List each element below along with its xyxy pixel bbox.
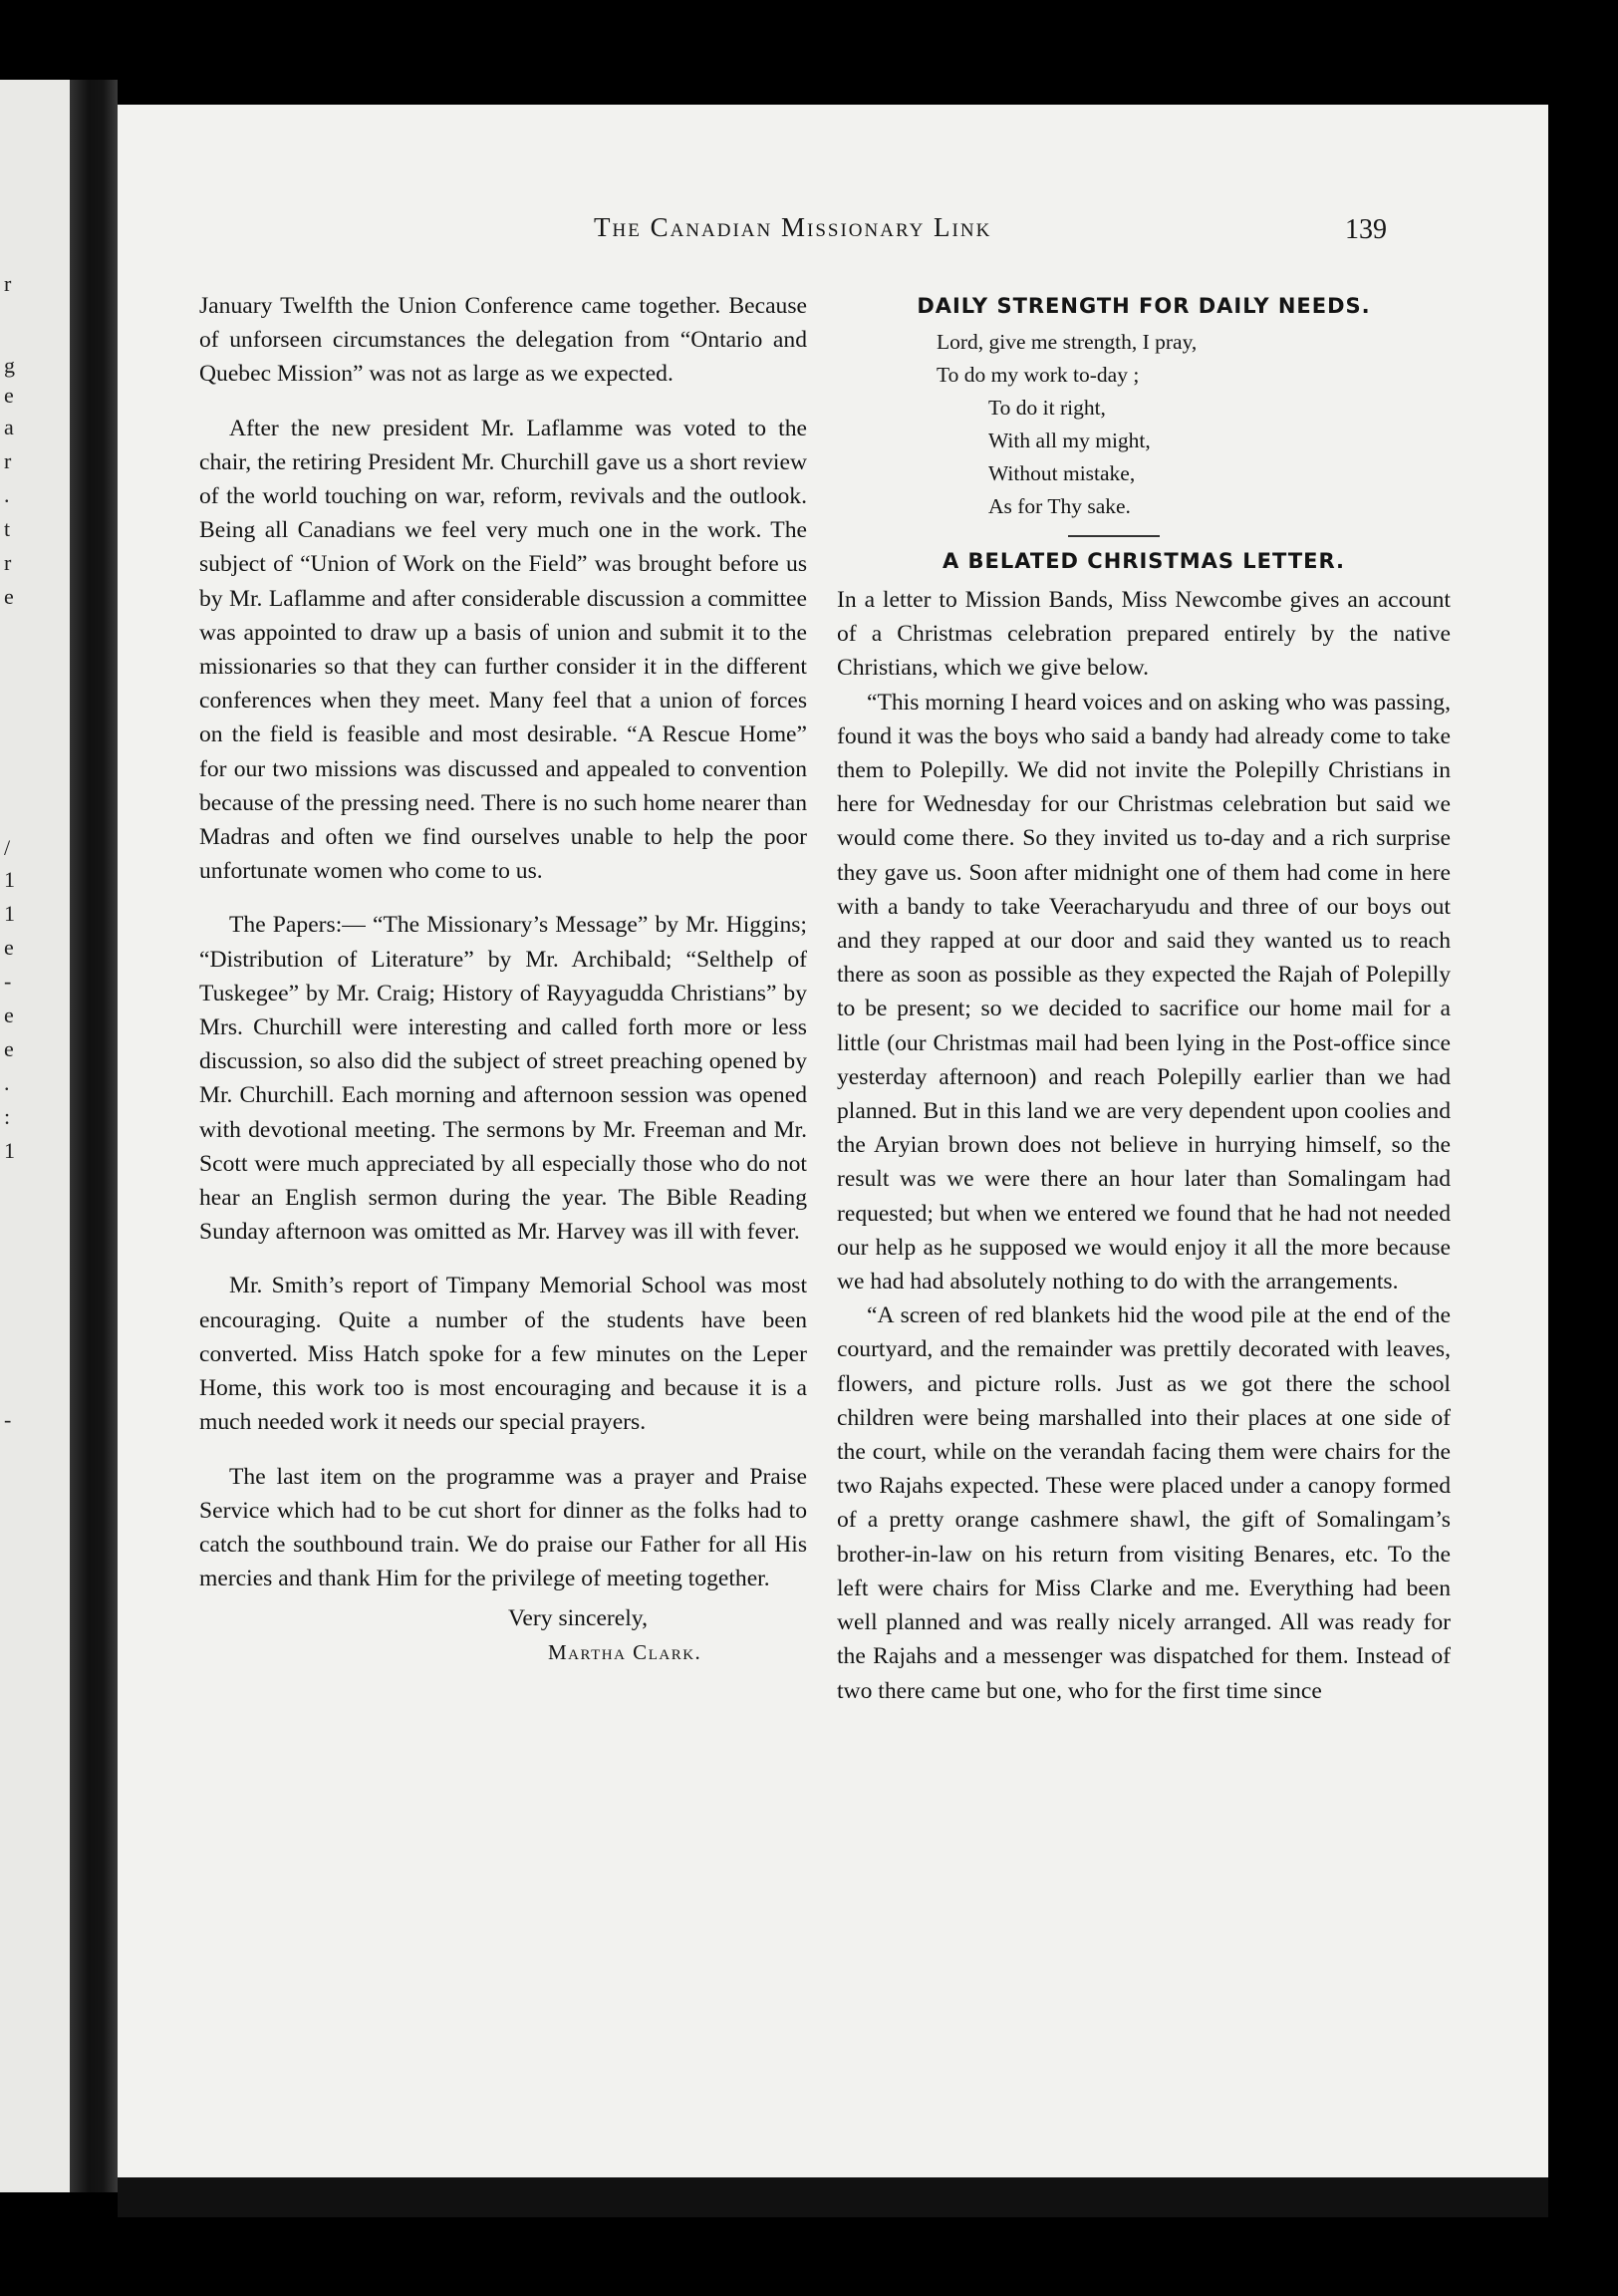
right-column [837,294,1451,1708]
section-divider [1068,535,1160,537]
paragraph: “This morning I heard voices and on asking who was passing, found it was the boys who said a bandy had already come to take them to Polepilly. We did not invite the Polepilly Christians in here for Wednesday for our Christmas celebration but said we would come there. So they invited us to-day and a rich surprise they gave us. Soon after midnight one of them had come in here with a bandy to take Veeracharyudu and three of our boys out and they rapped at our door and said they wanted us to reach there as soon as possible as they expected the Rajah of Polepilly to be present; so we decided to sacrifice our home mail for a little (our Christmas mail had been lying in the Post-office since yesterday afternoon) and reach Polepilly earlier than we had planned. But in this land we are very dependent upon coolies and the Aryian brown does not believe in hurrying himself, so the result was we were there an hour later than Somalingam had requested; but when we entered we found that he had not needed our help as he supposed we would enjoy it all the more because we had had absolutely nothing to do with the arrangements. [837,689,1451,1295]
paragraph: January Twelfth the Union Conference came together. Because of unforseen circumstances the delegation from “Ontario and Quebec Mission” was not as large as we expected. [199,293,807,388]
poem-line: To do it right, [988,396,1106,420]
page-number: 139 [1345,214,1387,245]
signature: Martha Clark. [548,1640,702,1665]
page [118,105,1548,2177]
fragment-char: . [4,1070,10,1095]
fragment-char: : [4,1104,11,1129]
fragment-char: r [4,448,12,473]
fragment-char: - [4,1407,12,1432]
fragment-char: t [4,516,11,541]
fragment-char: e [4,383,14,408]
paragraph: “A screen of red blankets hid the wood pile at the end of the courtyard, and the remainder was prettily decorated with leaves, flowers, and picture rolls. Just as we got there the school children were being marshalled into their places at one side of the court, while on the verandah facing them were chairs for the two Rajahs expected. These were placed under a canopy formed of a pretty orange cashmere shawl, the gift of Somalingam’s brother-in-law on his return from visiting Benares, etc. To the left were chairs for Miss Clarke and me. Everything had been well planned and was really nicely arranged. All was ready for the Rajahs and a messenger was dispatched for them. Instead of two there came but one, who for the first time since [837,1302,1451,1704]
paragraph: The Papers:— “The Missionary’s Message” by Mr. Higgins; “Distribution of Literature” by Mr. Archibald; “Selthelp of Tuskegee” by Mr. Craig; History of Rayyagudda Christians” by Mrs. Churchill were interesting and called forth more or less discussion, so also did the subject of street preaching opened by Mr. Churchill. Each morning and afternoon session was opened with devotional meeting. The sermons by Mr. Freeman and Mr. Scott were much appreciated by all especially those who do not hear an English sermon during the year. The Bible Reading Sunday afternoon was omitted as Mr. Harvey was ill with fever. [199,912,807,1246]
fragment-char: e [4,935,14,960]
scan-border [118,2177,1548,2217]
left-column [199,289,807,1669]
closing: Very sincerely, [508,1605,648,1632]
running-title: The Canadian Missionary Link [594,212,992,242]
fragment-char: 1 [4,867,15,892]
fragment-char: e [4,1036,14,1061]
fragment-char: r [4,550,12,575]
poem [937,326,1451,523]
fragment-char: r [4,271,12,296]
article-title: A BELATED CHRISTMAS LETTER. [942,549,1346,573]
poem-line: To do my work to-day ; [937,363,1140,387]
fragment-char: / [4,835,11,860]
paragraph: Mr. Smith’s report of Timpany Memorial School was most encouraging. Quite a number of the students have been converted. Miss Hatch spoke for a few minutes on the Leper Home, this work too is most encouraging and because it is a much needed work it needs our special prayers. [199,1273,807,1436]
fragment-char: - [4,969,12,994]
fragment-char: 1 [4,901,15,926]
fragment-char: e [4,1003,14,1027]
fragment-char: a [4,415,14,439]
poem-line: Lord, give me strength, I pray, [937,330,1198,354]
poem-line: As for Thy sake. [988,494,1131,518]
book-gutter [70,80,118,2192]
fragment-char: . [4,482,10,507]
fragment-char: 1 [4,1138,15,1163]
fragment-char: g [4,353,15,378]
fragment-char: e [4,584,14,609]
paragraph: After the new president Mr. Laflamme was voted to the chair, the retiring President Mr. Churchill gave us a short review of the world touching on war, reform, revivals and the outlook. Being all Canadians we feel very much one in the work. The subject of “Union of Work on the Field” was brought before us by Mr. Laflamme and after considerable discussion a committee was appointed to draw up a basis of union and submit it to the missionaries so that they can further consider it in the different conferences when they meet. Many feel that a union of forces on the field is feasible and most desirable. “A Rescue Home” for our two missions was discussed and appealed to convention because of the pressing need. There is no such home nearer than Madras and often we find ourselves unable to help the poor unfortunate women who come to us. [199,415,807,885]
poem-title: DAILY STRENGTH FOR DAILY NEEDS. [917,294,1371,318]
poem-line: Without mistake, [988,461,1136,485]
paragraph: The last item on the programme was a prayer and Praise Service which had to be cut short for dinner as the folks had to catch the southbound train. We do praise our Father for all His mercies and thank Him for the privilege of meeting together. [199,1463,807,1592]
poem-line: With all my might, [988,429,1151,452]
paragraph: In a letter to Mission Bands, Miss Newcombe gives an account of a Christmas celebration prepared entirely by the native Christians, which we give below. [837,587,1451,682]
